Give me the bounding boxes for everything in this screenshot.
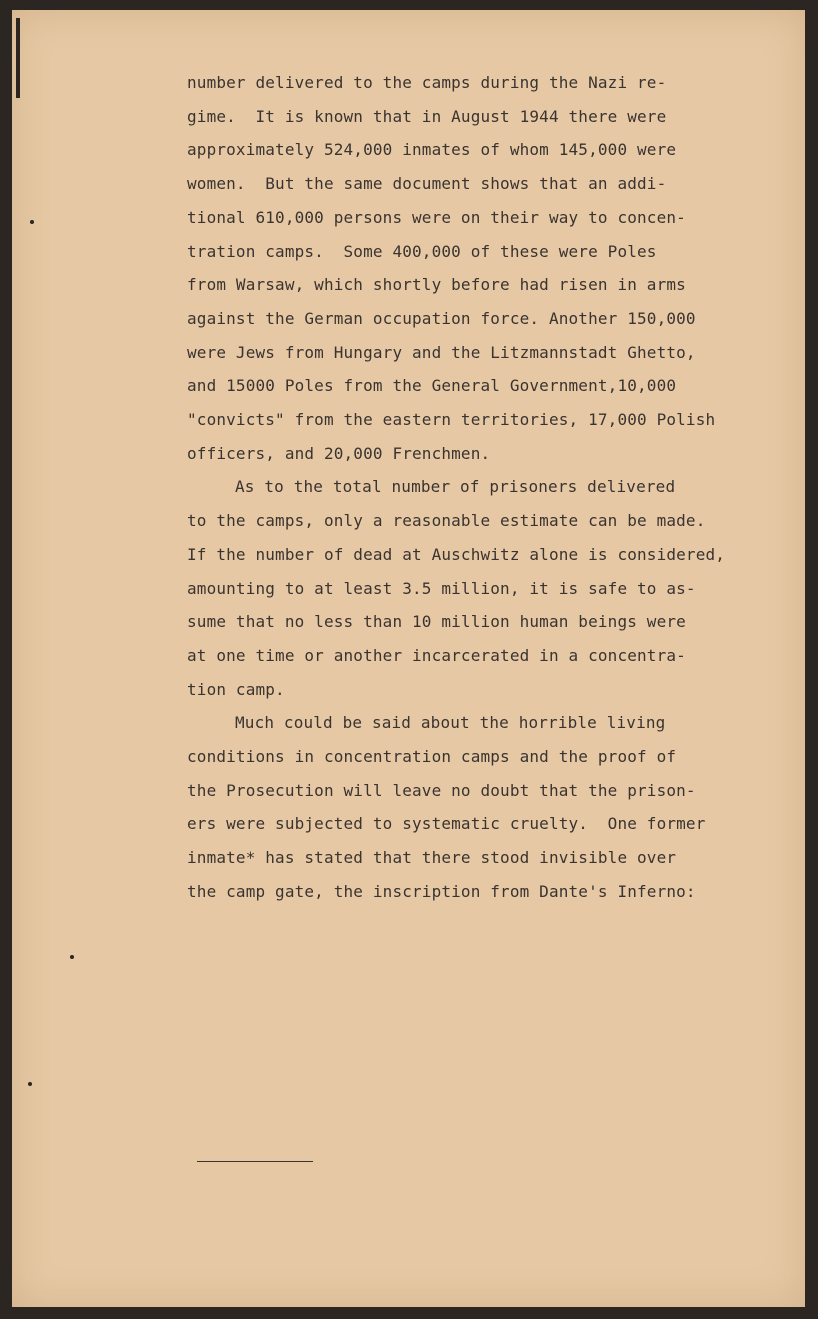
text-line: amounting to at least 3.5 million, it is safe to as- — [187, 578, 696, 598]
text-line: to the camps, only a reasonable estimate can be made. — [187, 511, 706, 531]
dante-quotation — [295, 909, 787, 921]
text-line: the Prosecution will leave no doubt that the prison- — [187, 780, 696, 800]
text-line: and 15000 Poles from the General Government,10,000 — [187, 376, 677, 396]
text-line: against the German occupation force. Another 150,000 — [187, 308, 696, 328]
text-line: ers were subjected to systematic cruelty. One former — [187, 814, 706, 834]
text-line: "convicts" from the eastern territories, 17,000 Polish — [187, 410, 716, 430]
document-page — [12, 10, 805, 1307]
text-line: inmate* has stated that there stood invisible over — [187, 848, 677, 868]
text-line: officers, and 20,000 Frenchmen. — [187, 443, 491, 463]
paragraph-3 — [187, 706, 787, 908]
text-line: Much could be said about the horrible living — [235, 713, 666, 733]
ink-speck — [28, 1082, 32, 1086]
text-line: at one time or another incarcerated in a concentra- — [187, 645, 686, 665]
text-line: As to the total number of prisoners delivered — [235, 477, 676, 497]
text-line: approximately 524,000 inmates of whom 145,000 were — [187, 140, 677, 160]
text-line: women. But the same document shows that an addi- — [187, 174, 667, 194]
paragraph-2 — [187, 470, 787, 706]
ink-speck — [30, 220, 34, 224]
text-line: number delivered to the camps during the Nazi re- — [187, 73, 667, 92]
edge-mark — [16, 18, 20, 98]
footnote-rule — [197, 1161, 313, 1162]
text-line: gime. It is known that in August 1944 there were — [187, 106, 667, 126]
text-line: conditions in concentration camps and the proof of — [187, 747, 677, 767]
body-text — [187, 66, 787, 921]
text-line: were Jews from Hungary and the Litzmannstadt Ghetto, — [187, 342, 696, 362]
text-line: tional 610,000 persons were on their way to concen- — [187, 207, 686, 227]
text-line: tion camp. — [187, 679, 285, 699]
text-line: from Warsaw, which shortly before had risen in arms — [187, 275, 686, 295]
ink-speck — [70, 955, 74, 959]
paragraph-1 — [187, 66, 787, 470]
text-line: the camp gate, the inscription from Dante's Inferno: — [187, 881, 696, 901]
text-line: sume that no less than 10 million human beings were — [187, 612, 686, 632]
text-line: tration camps. Some 400,000 of these were Poles — [187, 241, 657, 261]
text-line: If the number of dead at Auschwitz alone is considered, — [187, 544, 726, 564]
